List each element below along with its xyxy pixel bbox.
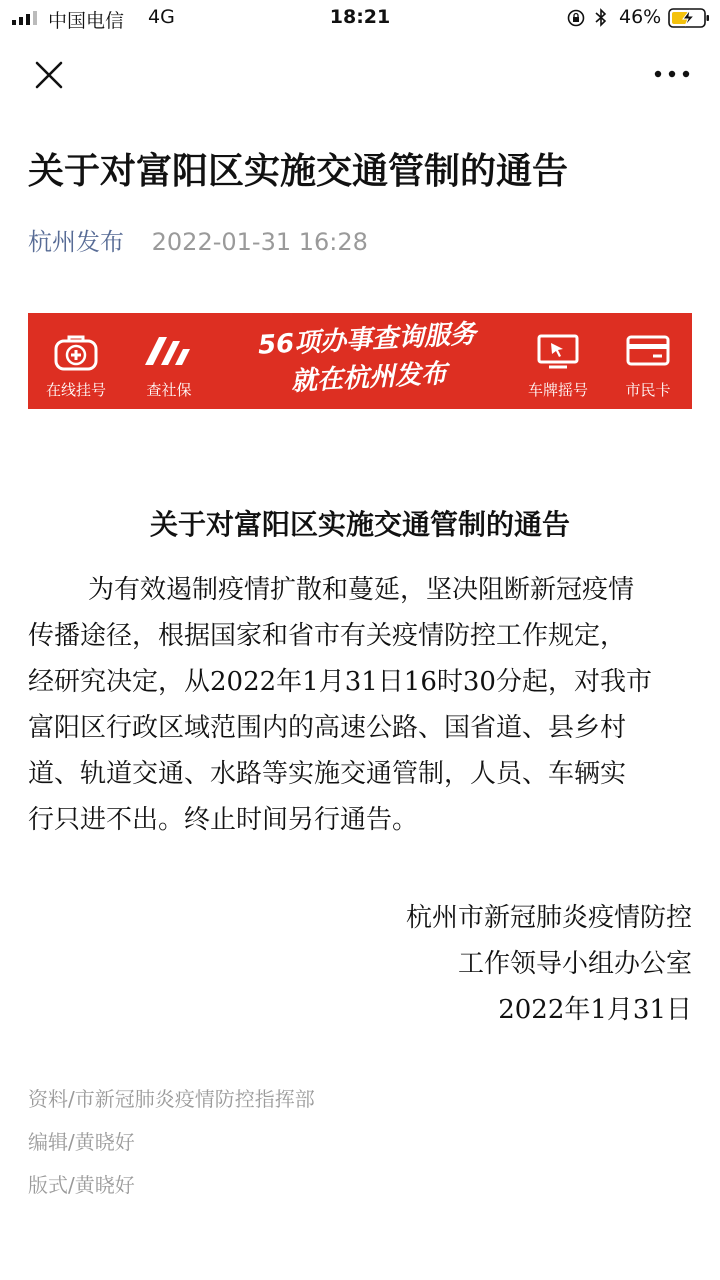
banner-item-label: 车牌摇号 (527, 381, 588, 399)
signature-org-line: 工作领导小组办公室 (457, 949, 692, 979)
body-line: 经研究决定，从2022年1月31日16时30分起，对我市 (28, 667, 652, 697)
banner-slogan-line: 56项办事查询服务 (257, 319, 477, 361)
screen-cursor-icon (537, 333, 579, 371)
banner-slogan-line: 就在杭州发布 (290, 358, 448, 398)
card-icon (626, 333, 670, 367)
banner-item-label: 查社保 (146, 381, 192, 399)
medical-kit-icon (53, 333, 99, 371)
services-banner[interactable] (28, 313, 692, 409)
battery-charging-icon (668, 8, 710, 28)
body-line: 行只进不出。终止时间另行通告。 (28, 805, 419, 835)
battery-percentage: 46% (619, 6, 662, 28)
notice-signature (406, 895, 692, 1033)
status-bar (0, 0, 720, 36)
banner-item-label: 市民卡 (625, 381, 671, 399)
bluetooth-icon (595, 8, 607, 27)
credits (28, 1078, 315, 1207)
credit-editor: 编辑/黄晓好 (28, 1130, 135, 1154)
article-meta (28, 222, 368, 257)
body-line: 道、轨道交通、水路等实施交通管制，人员、车辆实 (28, 759, 627, 789)
orientation-lock-icon (567, 9, 585, 27)
carrier-name: 中国电信 (48, 10, 125, 32)
credit-source: 资料/市新冠肺炎疫情防控指挥部 (28, 1087, 315, 1111)
banner-item-plate-lottery[interactable] (510, 313, 606, 409)
article-title: 关于对富阳区实施交通管制的通告 (28, 151, 569, 192)
network-type: 4G (148, 6, 175, 28)
source-account-link[interactable]: 杭州发布 (28, 228, 124, 256)
credit-layout: 版式/黄晓好 (28, 1173, 135, 1197)
more-icon[interactable] (652, 62, 692, 86)
banner-item-social-security[interactable] (121, 313, 217, 409)
signature-date: 2022年1月31日 (498, 995, 692, 1025)
signature-org-line: 杭州市新冠肺炎疫情防控 (405, 903, 692, 933)
close-icon[interactable] (30, 56, 68, 94)
banner-item-citizen-card[interactable] (600, 313, 696, 409)
banner-slogan (221, 313, 515, 404)
publish-time: 2022-01-31 16:28 (151, 228, 368, 256)
notice-heading: 关于对富阳区实施交通管制的通告 (149, 508, 570, 541)
social-security-logo-icon (143, 333, 195, 367)
notice-body (28, 567, 692, 843)
body-line: 富阳区行政区域范围内的高速公路、国省道、县乡村 (28, 713, 627, 743)
banner-item-online-registration[interactable] (28, 313, 124, 409)
banner-item-label: 在线挂号 (45, 381, 106, 399)
clock: 18:21 (329, 6, 391, 28)
body-line: 为有效遏制疫情扩散和蔓延，坚决阻断新冠疫情 (88, 575, 635, 605)
body-line: 传播途径，根据国家和省市有关疫情防控工作规定， (28, 621, 627, 651)
